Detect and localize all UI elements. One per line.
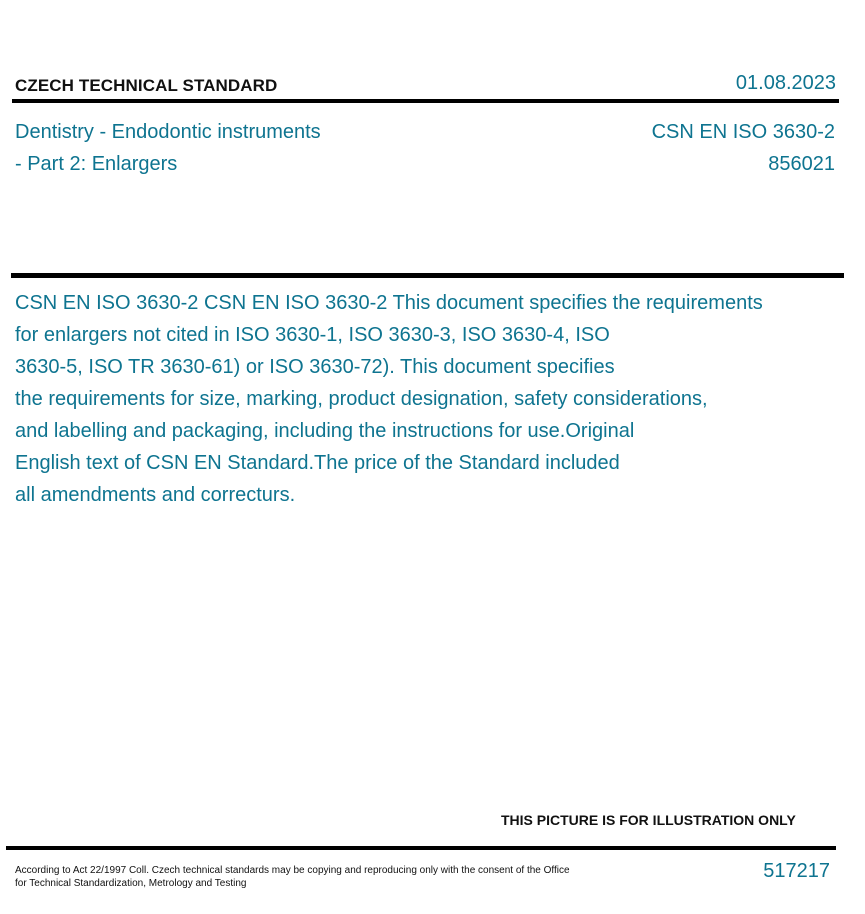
abstract-line: all amendments and correcturs.: [15, 484, 296, 506]
abstract-line: and labelling and packaging, including the instructions for use.Original: [15, 420, 635, 442]
subject-line-1: Dentistry - Endodontic instruments: [15, 121, 321, 143]
legal-notice: [15, 864, 570, 890]
abstract-line: English text of CSN EN Standard.The price of the Standard included: [15, 452, 620, 474]
classification-number: 856021: [768, 153, 835, 175]
abstract-text: [15, 287, 763, 511]
publication-date: 01.08.2023: [735, 72, 836, 94]
document-number: 517217: [763, 860, 830, 882]
abstract-line: the requirements for size, marking, product designation, safety considerations,: [15, 388, 708, 410]
document-type-title: CZECH TECHNICAL STANDARD: [15, 76, 278, 95]
legal-notice-line-1: According to Act 22/1997 Coll. Czech technical standards may be copying and reproducing only with the consent of the Office: [15, 865, 570, 876]
abstract-line: for enlargers not cited in ISO 3630-1, ISO 3630-3, ISO 3630-4, ISO: [15, 324, 610, 346]
standard-identifier: [652, 116, 835, 180]
top-divider: [12, 99, 839, 103]
standard-designation: CSN EN ISO 3630-2: [651, 121, 835, 143]
bottom-divider: [6, 846, 836, 850]
legal-notice-line-2: for Technical Standardization, Metrology and Testing: [15, 878, 247, 889]
illustration-disclaimer: THIS PICTURE IS FOR ILLUSTRATION ONLY: [501, 812, 796, 828]
middle-divider: [11, 273, 844, 278]
subject-line-2: - Part 2: Enlargers: [15, 153, 178, 175]
subject-block: [15, 116, 321, 180]
abstract-line: CSN EN ISO 3630-2 CSN EN ISO 3630-2 This document specifies the requirements: [15, 292, 763, 314]
abstract-line: 3630-5, ISO TR 3630-61) or ISO 3630-72). This document specifies: [15, 356, 615, 378]
